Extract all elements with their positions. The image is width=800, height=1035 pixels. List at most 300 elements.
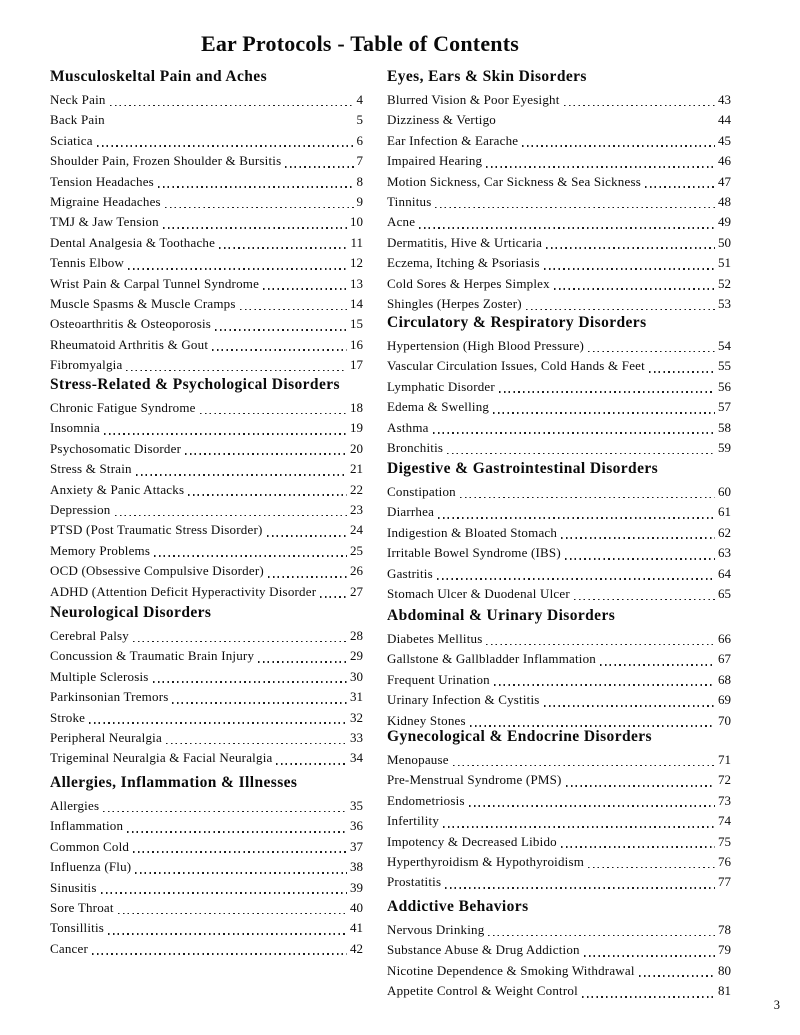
toc-entry-label: Constipation	[387, 484, 456, 499]
toc-entry	[387, 852, 731, 872]
toc-entry-label: Dental Analgesia & Toothache	[50, 234, 216, 250]
dot-leader	[89, 722, 347, 724]
toc-entry-page: 49	[718, 214, 731, 230]
dot-leader	[158, 186, 354, 188]
section-heading: Gynecological & Endocrine Disorders	[387, 728, 652, 745]
toc-entry-label: Concussion & Traumatic Brain Injury	[50, 648, 255, 664]
toc-entry	[387, 151, 731, 171]
toc-entry-page: 33	[350, 729, 363, 745]
toc-entry-page: 78	[718, 922, 731, 937]
toc-entry-label: Peripheral Neuralgia	[50, 729, 162, 745]
toc-entry-page: 63	[718, 545, 731, 561]
toc-entry-page: 52	[718, 275, 731, 291]
dot-leader	[584, 955, 715, 957]
toc-entry-page: 57	[718, 399, 731, 415]
toc-entry-label: Asthma	[387, 419, 429, 435]
toc-entry	[387, 670, 731, 690]
toc-entry-label: Back Pain	[50, 112, 105, 128]
toc-entry	[387, 832, 731, 852]
dot-leader	[115, 515, 348, 517]
toc-entry-label: Sore Throat	[50, 899, 114, 915]
toc-entry	[387, 172, 731, 192]
toc-section	[387, 66, 731, 314]
toc-entry	[387, 110, 731, 130]
toc-entry-label: Impaired Hearing	[387, 153, 483, 169]
toc-entry-label: Nicotine Dependence & Smoking Withdrawal	[387, 962, 635, 978]
dot-leader	[438, 517, 715, 519]
toc-entry-page: 37	[350, 838, 363, 854]
dot-leader	[166, 743, 347, 745]
toc-entry-label: Gastritis	[387, 565, 433, 581]
toc-entry	[50, 131, 363, 151]
dot-leader	[526, 309, 715, 311]
toc-entry-label: Rheumatoid Arthritis & Gout	[50, 336, 209, 352]
toc-entry-label: Memory Problems	[50, 542, 151, 558]
dot-leader	[258, 661, 347, 663]
toc-section	[50, 772, 363, 959]
toc-entry	[50, 796, 363, 816]
toc-entry	[50, 939, 363, 959]
toc-entry-page: 59	[718, 439, 731, 455]
toc-entry-label: Hypertension (High Blood Pressure)	[387, 338, 585, 353]
dot-leader	[97, 145, 354, 147]
toc-entry	[50, 708, 363, 728]
toc-entry-label: Eczema, Itching & Psoriasis	[387, 255, 540, 271]
toc-entry-label: Hyperthyroidism & Hypothyroidism	[387, 853, 585, 869]
toc-entry	[50, 520, 363, 540]
toc-entry-page: 25	[350, 542, 363, 558]
toc-entry-page: 71	[718, 752, 731, 767]
toc-entry-label: Stomach Ulcer & Duodenal Ulcer	[387, 585, 570, 601]
toc-entry-page: 36	[350, 818, 363, 834]
toc-entry-page: 70	[718, 712, 731, 728]
toc-entry-label: Shoulder Pain, Frozen Shoulder & Bursitis	[50, 153, 282, 169]
toc-entry-label: Bronchitis	[387, 439, 444, 455]
toc-entry-label: Diabetes Mellitus	[387, 631, 483, 646]
toc-entry-label: Influenza (Flu)	[50, 859, 132, 875]
toc-entry-page: 38	[350, 859, 363, 875]
toc-entry	[50, 212, 363, 232]
toc-entry-label: Tonsillitis	[50, 920, 105, 936]
toc-entry-page: 9	[356, 193, 363, 209]
toc-entry	[387, 397, 731, 417]
toc-entry-label: Gallstone & Gallbladder Inflammation	[387, 651, 597, 667]
toc-entry-label: Lymphatic Disorder	[387, 378, 495, 394]
toc-entry-label: Stroke	[50, 709, 86, 725]
toc-entry-label: Inflammation	[50, 818, 124, 834]
toc-entry-label: Appetite Control & Weight Control	[387, 983, 578, 999]
toc-entry	[50, 582, 363, 602]
section-heading: Allergies, Inflammation & Illnesses	[50, 774, 298, 791]
dot-leader	[268, 576, 347, 578]
toc-entry	[50, 335, 363, 355]
toc-entry	[387, 811, 731, 831]
dot-leader	[453, 765, 715, 767]
dot-leader	[118, 913, 347, 915]
toc-entry	[50, 314, 363, 334]
toc-entry-label: Osteoarthritis & Osteoporosis	[50, 316, 212, 332]
toc-entry-page: 42	[350, 940, 363, 956]
dot-leader	[600, 664, 715, 666]
toc-entry	[50, 172, 363, 192]
toc-entry-label: Indigestion & Bloated Stomach	[387, 524, 558, 540]
toc-entry	[387, 584, 731, 604]
toc-entry-page: 39	[350, 879, 363, 895]
dot-leader	[486, 166, 715, 168]
dot-leader	[154, 555, 347, 557]
dot-leader	[101, 892, 347, 894]
toc-entry-page: 32	[350, 709, 363, 725]
toc-section	[387, 726, 731, 893]
toc-entry	[50, 667, 363, 687]
toc-entry	[50, 816, 363, 836]
dot-leader	[639, 975, 715, 977]
toc-entry	[387, 690, 731, 710]
toc-entry	[387, 961, 731, 981]
toc-entry-page: 58	[718, 419, 731, 435]
toc-entry-page: 48	[718, 193, 731, 209]
dot-leader	[561, 846, 715, 848]
toc-entry	[50, 398, 363, 418]
toc-entry-label: Neck Pain	[50, 92, 106, 107]
toc-entry-label: Ear Infection & Earache	[387, 132, 519, 148]
toc-entry	[387, 770, 731, 790]
toc-entry-label: Trigeminal Neuralgia & Facial Neuralgia	[50, 750, 273, 766]
toc-entry	[50, 898, 363, 918]
toc-entry	[387, 920, 731, 940]
toc-entry-label: Tennis Elbow	[50, 255, 125, 271]
dot-leader	[435, 207, 715, 209]
dot-leader	[500, 125, 715, 127]
section-heading: Musculoskeltal Pain and Aches	[50, 68, 268, 85]
toc-entry-page: 6	[356, 132, 363, 148]
toc-entry-page: 17	[350, 357, 363, 373]
toc-entry-page: 65	[718, 585, 731, 601]
toc-entry-label: Chronic Fatigue Syndrome	[50, 400, 196, 415]
page-title: Ear Protocols - Table of Contents	[200, 31, 520, 56]
dot-leader	[488, 935, 715, 937]
toc-entry-page: 45	[718, 132, 731, 148]
toc-entry-page: 14	[350, 295, 363, 311]
dot-leader	[212, 349, 347, 351]
dot-leader	[127, 831, 347, 833]
toc-entry-label: PTSD (Post Traumatic Stress Disorder)	[50, 522, 263, 538]
toc-section	[50, 602, 363, 769]
toc-entry-page: 29	[350, 648, 363, 664]
toc-entry	[387, 564, 731, 584]
toc-entry-page: 55	[718, 358, 731, 374]
toc-entry-page: 73	[718, 792, 731, 808]
toc-entry-label: Substance Abuse & Drug Addiction	[387, 942, 580, 958]
toc-entry-page: 34	[350, 750, 363, 766]
dot-leader	[460, 497, 715, 499]
toc-entry-page: 24	[350, 522, 363, 538]
toc-entry-label: ADHD (Attention Deficit Hyperactivity Disorder	[50, 583, 317, 599]
dot-leader	[566, 785, 715, 787]
dot-leader	[486, 644, 715, 646]
toc-entry	[387, 750, 731, 770]
toc-entry-page: 4	[356, 92, 363, 107]
dot-leader	[240, 309, 347, 311]
dot-leader	[136, 474, 347, 476]
toc-entry-label: Acne	[387, 214, 416, 230]
dot-leader	[645, 186, 715, 188]
toc-entry-page: 74	[718, 813, 731, 829]
dot-leader	[544, 268, 715, 270]
toc-entry	[387, 649, 731, 669]
toc-entry-page: 53	[718, 295, 731, 311]
toc-entry-label: Impotency & Decreased Libido	[387, 833, 557, 849]
toc-entry-page: 19	[350, 420, 363, 436]
dot-leader	[320, 596, 347, 598]
toc-entry-page: 51	[718, 255, 731, 271]
dot-leader	[104, 433, 347, 435]
toc-entry-page: 47	[718, 173, 731, 189]
toc-entry	[387, 253, 731, 273]
toc-entry-page: 67	[718, 651, 731, 667]
dot-leader	[546, 247, 715, 249]
toc-entry-page: 69	[718, 692, 731, 708]
toc-entry	[387, 192, 731, 212]
toc-entry-label: TMJ & Jaw Tension	[50, 214, 159, 230]
dot-leader	[588, 351, 715, 353]
toc-entry-page: 13	[350, 275, 363, 291]
toc-entry	[50, 728, 363, 748]
toc-entry	[50, 151, 363, 171]
toc-entry-page: 28	[350, 628, 363, 643]
toc-entry	[50, 918, 363, 938]
dot-leader	[494, 684, 715, 686]
toc-entry	[50, 110, 363, 130]
dot-leader	[276, 763, 347, 765]
toc-entry-page: 21	[350, 461, 363, 477]
toc-entry-label: Cold Sores & Herpes Simplex	[387, 275, 550, 291]
toc-entry	[50, 233, 363, 253]
dot-leader	[493, 412, 715, 414]
toc-entry-label: Allergies	[50, 798, 100, 813]
dot-leader	[267, 535, 347, 537]
toc-entry-page: 35	[350, 798, 363, 813]
toc-entry	[387, 212, 731, 232]
dot-leader	[133, 851, 347, 853]
toc-entry-label: Muscle Spasms & Muscle Cramps	[50, 295, 236, 311]
toc-section	[387, 312, 731, 458]
dot-leader	[433, 432, 715, 434]
toc-entry-label: Parkinsonian Tremors	[50, 689, 169, 705]
toc-entry-label: Blurred Vision & Poor Eyesight	[387, 92, 560, 107]
toc-entry-label: OCD (Obsessive Compulsive Disorder)	[50, 563, 264, 579]
toc-entry	[50, 687, 363, 707]
dot-leader	[172, 702, 347, 704]
dot-leader	[163, 227, 347, 229]
dot-leader	[128, 268, 347, 270]
toc-entry-page: 80	[718, 962, 731, 978]
dot-leader	[285, 166, 353, 168]
toc-entry-page: 72	[718, 772, 731, 788]
toc-entry	[387, 131, 731, 151]
toc-entry-page: 40	[350, 899, 363, 915]
toc-entry-page: 7	[356, 153, 363, 169]
toc-entry-page: 5	[356, 112, 363, 128]
toc-entry-page: 10	[350, 214, 363, 230]
dot-leader	[133, 641, 347, 643]
toc-entry	[387, 356, 731, 376]
toc-entry-page: 61	[718, 504, 731, 520]
toc-entry-page: 68	[718, 671, 731, 687]
toc-entry-label: Sciatica	[50, 132, 93, 148]
toc-entry	[387, 872, 731, 892]
toc-section	[50, 374, 363, 602]
toc-entry	[387, 336, 731, 356]
toc-entry-label: Frequent Urination	[387, 671, 490, 687]
toc-section	[387, 896, 731, 1002]
toc-entry	[50, 274, 363, 294]
dot-leader	[522, 145, 715, 147]
dot-leader	[219, 247, 347, 249]
toc-entry-label: Shingles (Herpes Zoster)	[387, 295, 522, 311]
toc-entry-label: Cerebral Palsy	[50, 628, 129, 643]
dot-leader	[126, 370, 347, 372]
toc-entry	[50, 748, 363, 768]
toc-entry-label: Menopause	[387, 752, 449, 767]
toc-entry-label: Prostatitis	[387, 874, 442, 890]
toc-entry	[50, 439, 363, 459]
toc-entry-label: Psychosomatic Disorder	[50, 440, 182, 456]
toc-entry-page: 60	[718, 484, 731, 499]
toc-entry-page: 56	[718, 378, 731, 394]
toc-entry	[387, 274, 731, 294]
toc-entry-label: Wrist Pain & Carpal Tunnel Syndrome	[50, 275, 260, 291]
toc-entry	[387, 438, 731, 458]
toc-entry	[50, 459, 363, 479]
dot-leader	[109, 125, 354, 127]
toc-entry	[387, 418, 731, 438]
toc-entry-page: 26	[350, 563, 363, 579]
toc-entry	[387, 482, 731, 502]
section-heading: Eyes, Ears & Skin Disorders	[387, 68, 587, 85]
dot-leader	[565, 558, 715, 560]
dot-leader	[165, 207, 354, 209]
toc-entry-page: 64	[718, 565, 731, 581]
toc-entry	[387, 981, 731, 1001]
toc-entry-label: Fibromyalgia	[50, 357, 123, 373]
toc-entry	[50, 90, 363, 110]
toc-entry-label: Anxiety & Panic Attacks	[50, 481, 185, 497]
toc-entry	[387, 233, 731, 253]
toc-entry-label: Cancer	[50, 940, 89, 956]
toc-entry-page: 77	[718, 874, 731, 890]
toc-entry-label: Vascular Circulation Issues, Cold Hands & Feet	[387, 358, 645, 374]
dot-leader	[110, 105, 354, 107]
toc-entry-label: Stress & Strain	[50, 461, 132, 477]
dot-leader	[419, 227, 715, 229]
toc-entry-page: 43	[718, 92, 731, 107]
toc-entry-label: Urinary Infection & Cystitis	[387, 692, 540, 708]
toc-entry-label: Endometriosis	[387, 792, 465, 808]
dot-leader	[135, 872, 347, 874]
toc-entry	[50, 561, 363, 581]
toc-entry-page: 75	[718, 833, 731, 849]
dot-leader	[103, 811, 347, 813]
toc-entry-page: 46	[718, 153, 731, 169]
toc-entry	[387, 543, 731, 563]
toc-entry-page: 15	[350, 316, 363, 332]
toc-entry	[50, 878, 363, 898]
dot-leader	[263, 288, 347, 290]
toc-entry-page: 62	[718, 524, 731, 540]
section-heading: Addictive Behaviors	[387, 898, 529, 915]
toc-entry	[50, 192, 363, 212]
toc-entry-page: 50	[718, 234, 731, 250]
toc-entry-label: Depression	[50, 501, 111, 517]
toc-entry-page: 66	[718, 631, 731, 646]
dot-leader	[544, 705, 715, 707]
dot-leader	[561, 537, 715, 539]
toc-entry-label: Irritable Bowel Syndrome (IBS)	[387, 545, 561, 561]
toc-section	[387, 605, 731, 731]
section-heading: Abdominal & Urinary Disorders	[387, 607, 616, 624]
toc-entry-page: 20	[350, 440, 363, 456]
toc-entry	[50, 418, 363, 438]
dot-leader	[588, 867, 715, 869]
toc-entry	[50, 253, 363, 273]
toc-entry-page: 79	[718, 942, 731, 958]
toc-entry-page: 18	[350, 400, 363, 415]
toc-entry-page: 23	[350, 501, 363, 517]
toc-entry-label: Nervous Drinking	[387, 922, 485, 937]
toc-entry-page: 76	[718, 853, 731, 869]
dot-leader	[215, 329, 347, 331]
toc-entry	[387, 791, 731, 811]
toc-entry-label: Infertility	[387, 813, 440, 829]
toc-entry-label: Sinusitis	[50, 879, 97, 895]
toc-section	[387, 458, 731, 604]
toc-entry-label: Tension Headaches	[50, 173, 154, 189]
toc-entry-page: 81	[718, 983, 731, 999]
toc-entry	[387, 629, 731, 649]
toc-entry	[50, 837, 363, 857]
toc-entry	[50, 626, 363, 646]
section-heading: Neurological Disorders	[50, 604, 212, 621]
dot-leader	[185, 453, 347, 455]
toc-entry	[50, 355, 363, 375]
dot-leader	[153, 681, 347, 683]
toc-entry-page: 11	[350, 234, 363, 250]
toc-entry	[387, 523, 731, 543]
toc-column-left	[50, 0, 363, 1035]
toc-entry	[50, 480, 363, 500]
dot-leader	[499, 391, 715, 393]
toc-entry-page: 16	[350, 336, 363, 352]
toc-entry	[50, 294, 363, 314]
dot-leader	[437, 578, 715, 580]
toc-entry-label: Pre-Menstrual Syndrome (PMS)	[387, 772, 562, 788]
toc-entry-page: 22	[350, 481, 363, 497]
toc-entry-label: Kidney Stones	[387, 712, 466, 728]
toc-entry-page: 54	[718, 338, 731, 353]
toc-entry-label: Migraine Headaches	[50, 193, 161, 209]
dot-leader	[582, 996, 715, 998]
section-heading: Circulatory & Respiratory Disorders	[387, 314, 647, 331]
section-heading: Stress-Related & Psychological Disorders	[50, 376, 340, 393]
toc-entry	[50, 500, 363, 520]
toc-entry-label: Insomnia	[50, 420, 100, 436]
dot-leader	[188, 494, 347, 496]
dot-leader	[649, 371, 715, 373]
toc-entry	[50, 646, 363, 666]
toc-section	[50, 66, 363, 375]
dot-leader	[443, 826, 715, 828]
